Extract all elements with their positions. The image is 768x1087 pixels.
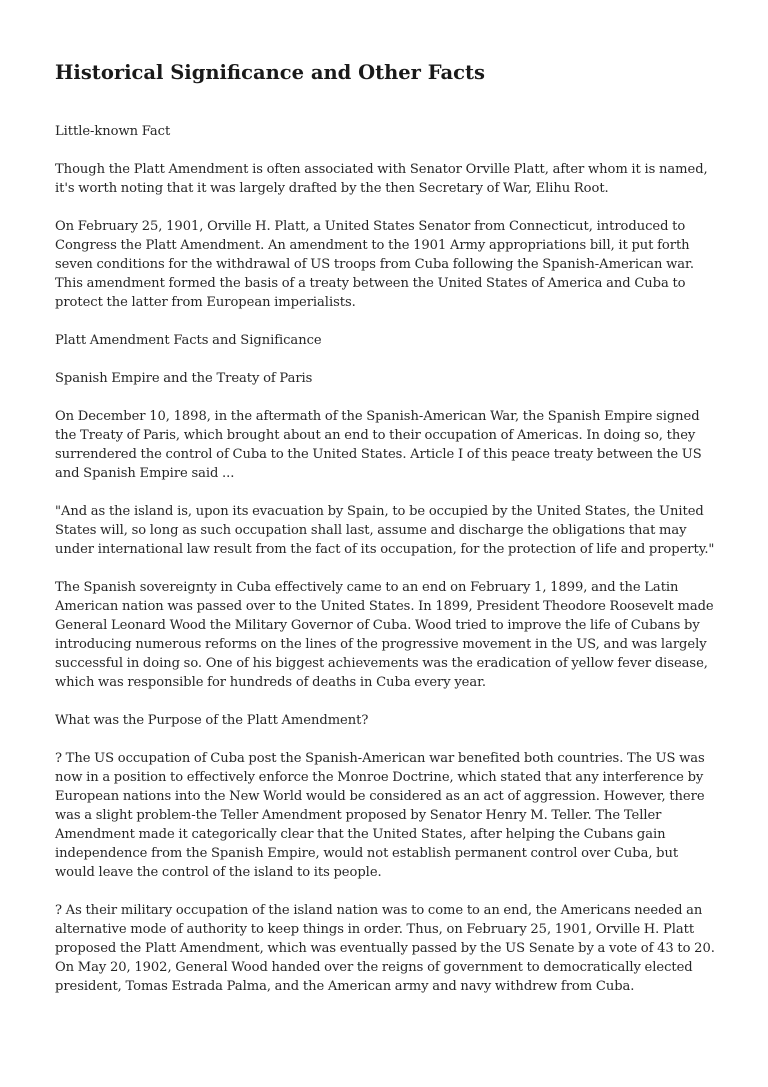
document-page (55, 60, 717, 1015)
paragraph-introduction-1901: On February 25, 1901, Orville H. Platt, a United States Senator from Connecticut, introduced to Congress the Platt Amendment. An amendment to the 1901 Army appropriations bill, it put forth seven conditions for the withdrawal of US troops from Cuba following the Spanish-American war. This amendment formed the basis of a treaty between the United States of America and Cuba to protect the latter from European imperialists. (55, 219, 694, 310)
paragraph-us-occupation-benefits: ? The US occupation of Cuba post the Spanish-American war benefited both countries. The US was now in a position to effectively enforce the Monroe Doctrine, which stated that any interference by European nations into the New World would be considered as an act of aggression. However, there was a slight problem-the Teller Amendment proposed by Senator Henry M. Teller. The Teller Amendment made it categorically clear that the United States, after helping the Cubans gain independence from the Spanish Empire, would not establish permanent control over Cuba, but would leave the control of the island to its people. (55, 751, 705, 880)
subheading-purpose: What was the Purpose of the Platt Amendment? (55, 713, 369, 728)
paragraph-platt-drafted-by-root: Though the Platt Amendment is often associated with Senator Orville Platt, after whom it is named, it's worth noting that it was largely drafted by the then Secretary of War, Elihu Root. (55, 162, 708, 196)
subheading-treaty-of-paris: Spanish Empire and the Treaty of Paris (55, 371, 313, 386)
subheading-little-known-fact: Little-known Fact (55, 124, 171, 139)
paragraph-treaty-of-paris: On December 10, 1898, in the aftermath of the Spanish-American War, the Spanish Empire signed the Treaty of Paris, which brought about an end to their occupation of Americas. In doing so, they surrendered the control of Cuba to the United States. Article I of this peace treaty between the US and Spanish Empire said ... (55, 409, 702, 481)
paragraph-military-occupation-end: ? As their military occupation of the island nation was to come to an end, the Americans needed an alternative mode of authority to keep things in order. Thus, on February 25, 1901, Orville H. Platt proposed the Platt Amendment, which was eventually passed by the US Senate by a vote of 43 to 20. On May 20, 1902, General Wood handed over the reigns of government to democratically elected president, Tomas Estrada Palma, and the American army and navy withdrew from Cuba. (55, 903, 715, 994)
quote-article-one: "And as the island is, upon its evacuation by Spain, to be occupied by the United States, the United States will, so long as such occupation shall last, assume and discharge the obligations that may under international law result from the fact of its occupation, for the protection of life and property." (55, 504, 715, 557)
paragraph-spanish-sovereignty-end: The Spanish sovereignty in Cuba effectively came to an end on February 1, 1899, and the Latin American nation was passed over to the United States. In 1899, President Theodore Roosevelt made General Leonard Wood the Military Governor of Cuba. Wood tried to improve the life of Cubans by introducing numerous reforms on the lines of the progressive movement in the US, and was largely successful in doing so. One of his biggest achievements was the eradication of yellow fever disease, which was responsible for hundreds of deaths in Cuba every year. (55, 580, 714, 690)
document-body (55, 122, 717, 996)
subheading-facts-and-significance: Platt Amendment Facts and Significance (55, 333, 322, 348)
page-title: Historical Significance and Other Facts (55, 61, 485, 84)
